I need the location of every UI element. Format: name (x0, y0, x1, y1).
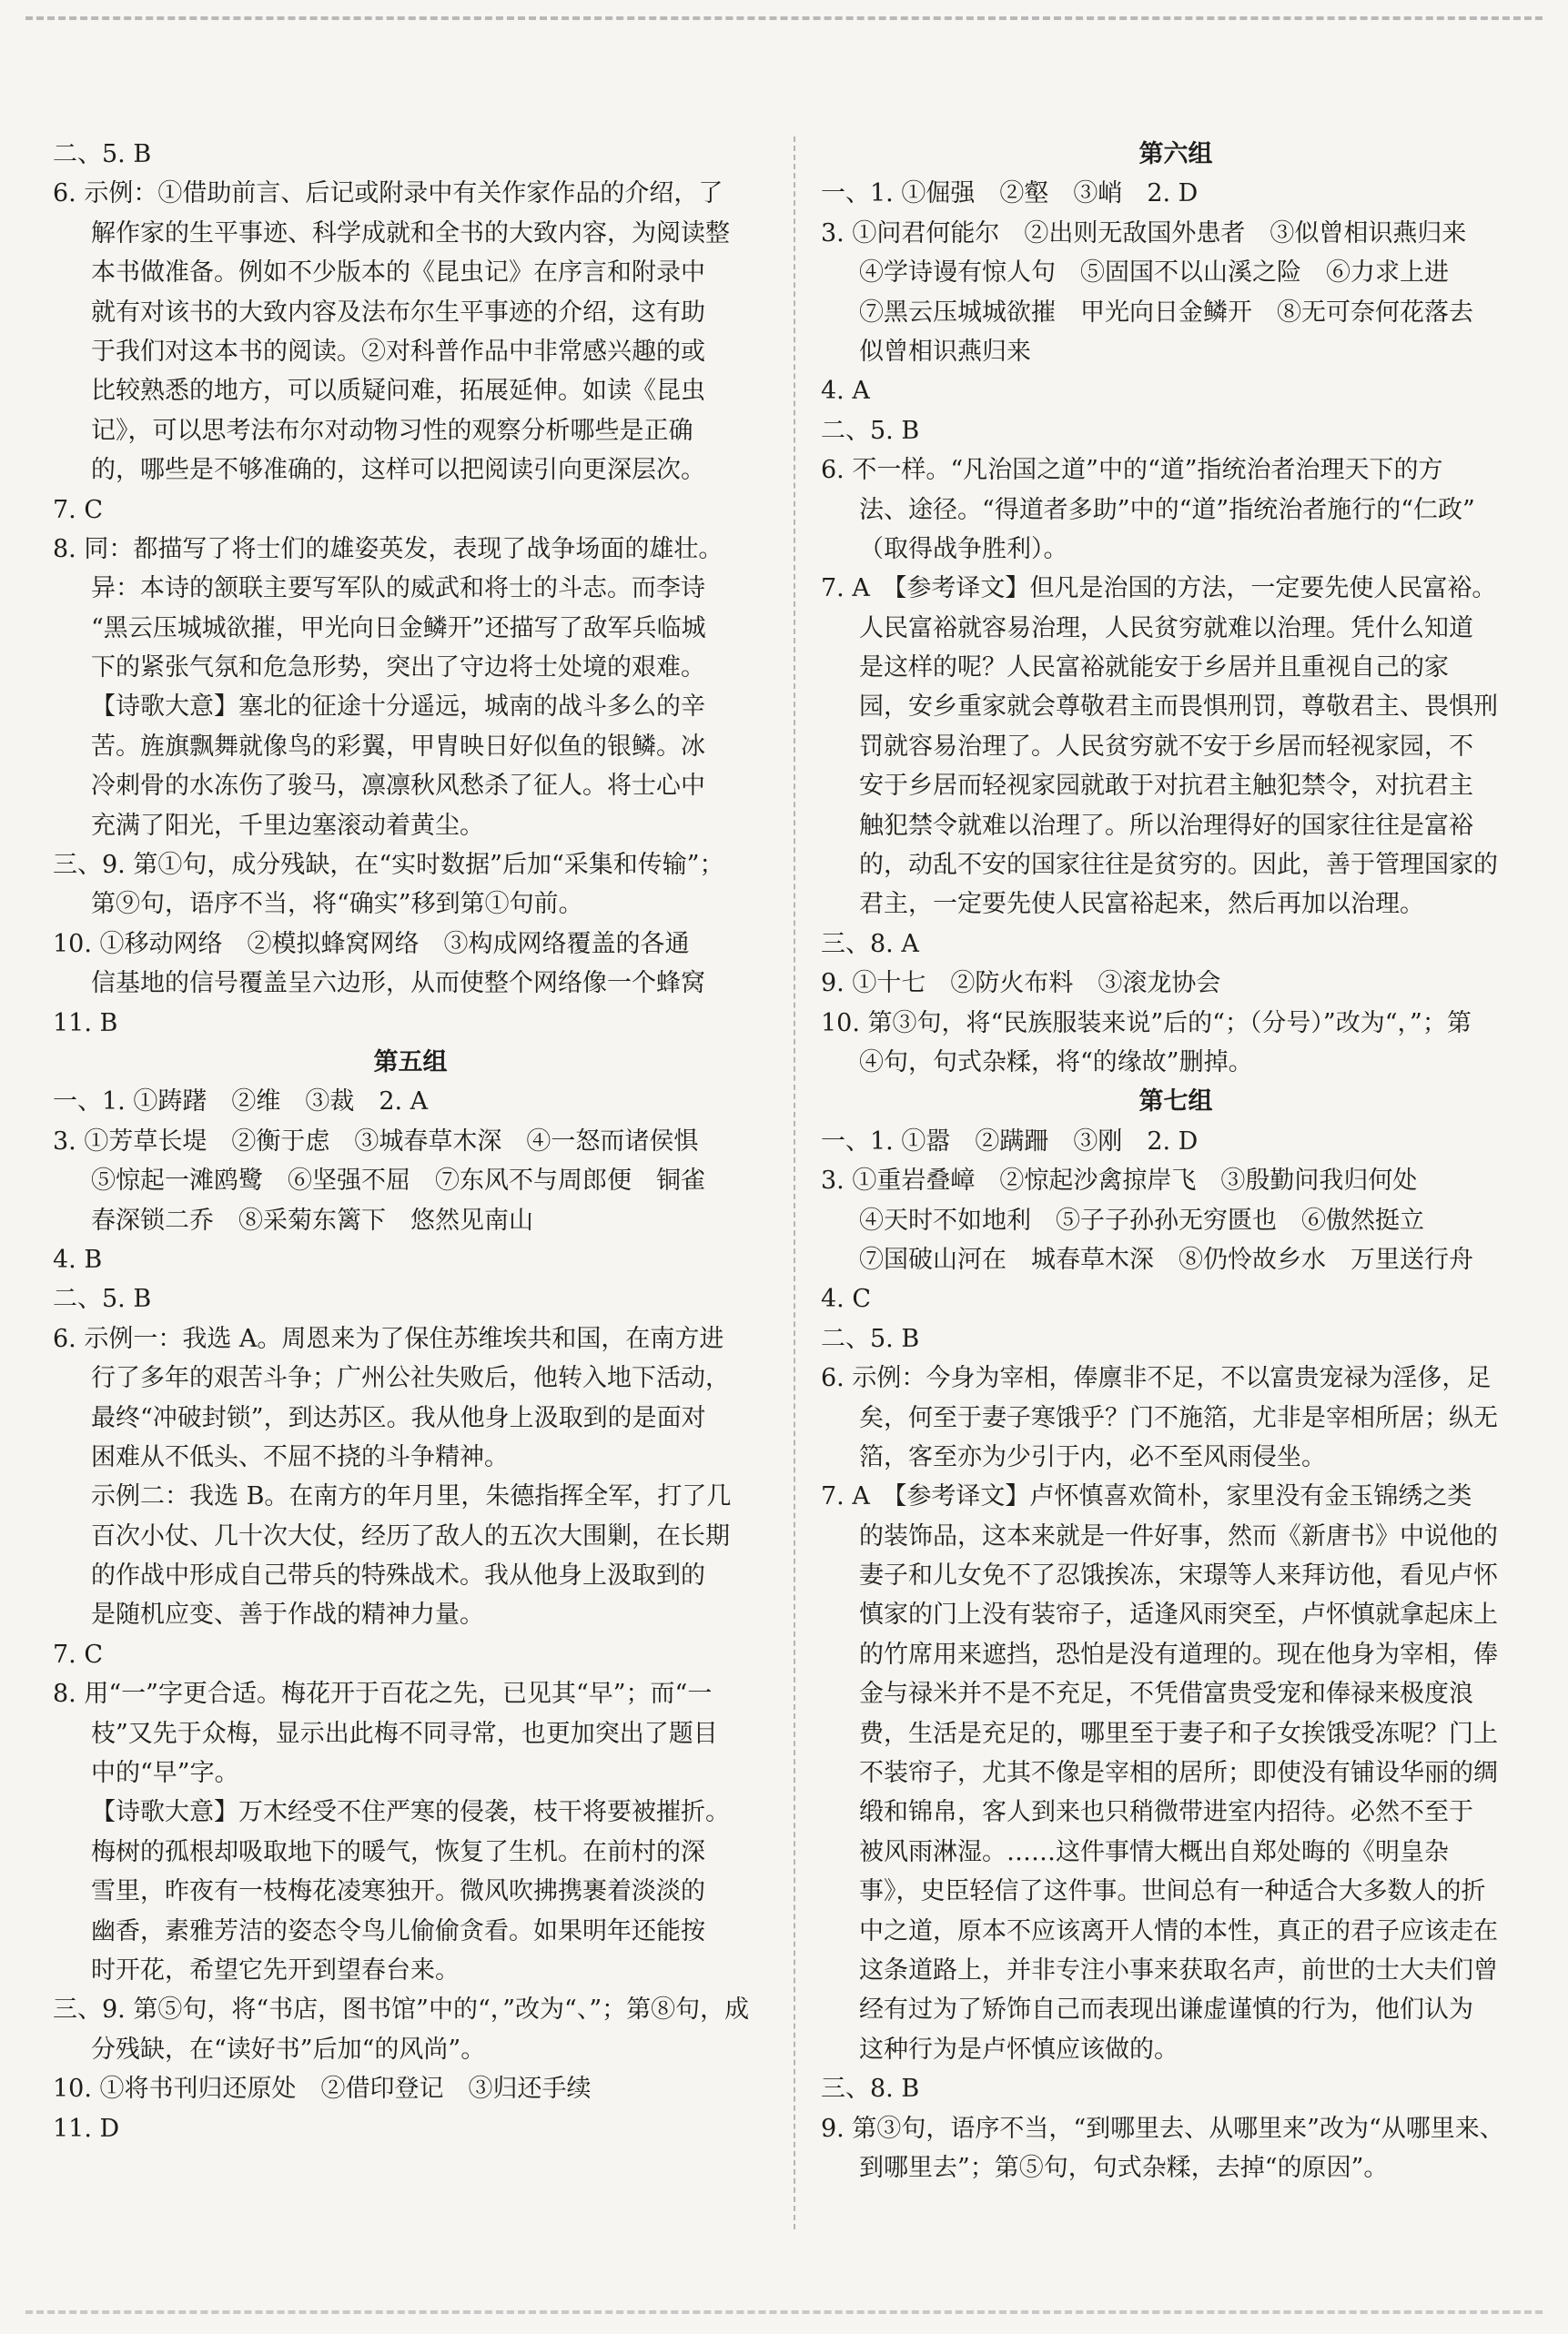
answer-line: 信基地的信号覆盖呈六边形，从而使整个网络像一个蜂窝 (91, 969, 705, 998)
answer-line: 示例二：我选 B。在南方的年月里，朱德指挥全军，打了几 (91, 1482, 732, 1511)
answer-line: ⑦黑云压城城欲摧 甲光向日金鳞开 ⑧无可奈何花落去 (859, 298, 1473, 327)
left-column (53, 135, 768, 2148)
answer-line: 中之道，原本不应该离开人情的本性，真正的君子应该走在 (859, 1916, 1498, 1945)
answer-line: 8. 同：都描写了将士们的雄姿英发，表现了战争场面的雄壮。 (53, 534, 723, 563)
answer-line: 缎和锦帛，客人到来也只稍微带进室内招待。必然不至于 (859, 1798, 1473, 1827)
answer-line: 箔，客至亦为少引于内，必不至风雨侵坐。 (859, 1442, 1326, 1471)
answer-line: 经有过为了矫饰自己而表现出谦虚谨慎的行为，他们认为 (859, 1996, 1473, 2025)
answer-line: 到哪里去”；第⑤句，句式杂糅，去掉“的原因”。 (859, 2153, 1389, 2182)
answer-line: 事》，史臣轻信了这件事。世间总有一种适合大多数人的折 (859, 1877, 1486, 1906)
answer-line: 3. ①芳草长堤 ②衡于虑 ③城春草木深 ④一怒而诸侯惧 (53, 1127, 699, 1156)
answer-line: 第⑨句，语序不当，将“确实”移到第①句前。 (91, 890, 583, 919)
answer-line: 三、9. 第⑤句，将“书店，图书馆”中的“，”改为“、”；第⑧句，成 (53, 1996, 750, 2025)
answer-line: 10. 第③句，将“民族服装来说”后的“；（分号）”改为“，”；第 (821, 1008, 1472, 1037)
answer-line: 10. ①将书刊归还原处 ②借印登记 ③归还手续 (53, 2075, 592, 2104)
answer-line: 4. A (821, 377, 870, 406)
answer-line: 【诗歌大意】塞北的征途十分遥远，城南的战斗多么的辛 (91, 692, 705, 722)
answer-line: 3. ①重岩叠嶂 ②惊起沙禽掠岸飞 ③殷勤问我归何处 (821, 1167, 1418, 1196)
answer-line: 妻子和儿女免不了忍饿挨冻，宋璟等人来拜访他，看见卢怀 (859, 1561, 1498, 1591)
answer-line: 9. 第③句，语序不当，“到哪里去、从哪里来”改为“从哪里来、 (821, 2114, 1504, 2143)
answer-line: 似曾相识燕归来 (859, 337, 1031, 366)
answer-line: 百次小仗、几十次大仗，经历了敌人的五次大围剿，在长期 (91, 1521, 730, 1551)
answer-line: 幽香，素雅芳洁的姿态令鸟儿偷偷贪看。如果明年还能按 (91, 1916, 705, 1945)
answer-line: 费，生活是充足的，哪里至于妻子和子女挨饿受冻呢？门上 (859, 1719, 1498, 1748)
answer-line: 时开花，希望它先开到望春台来。 (91, 1955, 460, 1985)
answer-line: 6. 不一样。“凡治国之道”中的“道”指统治者治理天下的方 (821, 456, 1443, 485)
answer-line: 7. C (53, 1640, 104, 1669)
answer-line: 4. B (53, 1245, 103, 1274)
right-column (821, 135, 1531, 2187)
answer-line: 梅树的孤根却吸取地下的暖气，恢复了生机。在前村的深 (91, 1837, 705, 1866)
answer-line: 就有对该书的大致内容及法布尔生平事迹的介绍，这有助 (91, 298, 705, 327)
answer-line: 罚就容易治理了。人民贫穷就不安于乡居而轻视家园，不 (859, 732, 1473, 761)
answer-line: 是随机应变、善于作战的精神力量。 (91, 1601, 484, 1630)
answer-line: 一、1. ①嚣 ②蹒跚 ③刚 2. D (821, 1127, 1199, 1156)
answer-line: 分残缺，在“读好书”后加“的风尚”。 (91, 2035, 486, 2064)
answer-line: 的装饰品，这本来就是一件好事，然而《新唐书》中说他的 (859, 1521, 1498, 1551)
answer-line: 雪里，昨夜有一枝梅花凌寒独开。微风吹拂携裹着淡淡的 (91, 1877, 705, 1906)
answer-line: “黑云压城城欲摧，甲光向日金鳞开”还描写了敌军兵临城 (91, 613, 706, 642)
answer-line: 9. ①十七 ②防火布料 ③滚龙协会 (821, 969, 1221, 998)
answer-line: 三、8. B (821, 2075, 920, 2104)
answer-line: 矣，何至于妻子寒饿乎？门不施箔，尤非是宰相所居；纵无 (859, 1403, 1498, 1432)
section-heading: 第六组 (1138, 140, 1213, 168)
answer-line: 最终“冲破封锁”，到达苏区。我从他身上汲取到的是面对 (91, 1403, 706, 1432)
answer-line: 困难从不低头、不屈不挠的斗争精神。 (91, 1442, 509, 1471)
answer-line: 6. 示例：①借助前言、后记或附录中有关作家作品的介绍，了 (53, 179, 723, 208)
answer-line: 一、1. ①倔强 ②壑 ③峭 2. D (821, 179, 1199, 208)
top-dashed-rule (25, 16, 1543, 20)
answer-line: 苦。旌旗飘舞就像鸟的彩翼，甲胄映日好似鱼的银鳞。冰 (91, 732, 705, 761)
answer-line: 7. A 【参考译文】卢怀慎喜欢简朴，家里没有金玉锦绣之类 (821, 1482, 1472, 1511)
answer-line: 二、5. B (53, 1285, 152, 1314)
answer-line: 这种行为是卢怀慎应该做的。 (859, 2035, 1179, 2064)
answer-line: 7. A 【参考译文】但凡是治国的方法，一定要先使人民富裕。 (821, 574, 1497, 603)
answer-line: ④句，句式杂糅，将“的缘故”删掉。 (859, 1047, 1253, 1076)
answer-line: 下的紧张气氛和危急形势，突出了守边将士处境的艰难。 (91, 653, 705, 682)
answer-line: 本书做准备。例如不少版本的《昆虫记》在序言和附录中 (91, 258, 705, 288)
answer-line: 6. 示例：今身为宰相，俸廪非不足，不以富贵宠禄为淫侈，足 (821, 1364, 1492, 1393)
answer-line: 枝”又先于众梅，显示出此梅不同寻常，也更加突出了题目 (91, 1719, 718, 1748)
answer-line: 二、5. B (821, 416, 920, 445)
section-heading: 第五组 (373, 1047, 448, 1076)
answer-line: 10. ①移动网络 ②模拟蜂窝网络 ③构成网络覆盖的各通 (53, 929, 690, 958)
answer-line: 是这样的呢？人民富裕就能安于乡居并且重视自己的家 (859, 653, 1449, 682)
answer-line: 二、5. B (821, 1324, 920, 1353)
answer-line: 11. B (53, 1008, 118, 1037)
answer-line: 于我们对这本书的阅读。②对科普作品中非常感兴趣的或 (91, 337, 705, 366)
answer-line: （取得战争胜利）。 (859, 534, 1068, 563)
answer-line: 的作战中形成自己带兵的特殊战术。我从他身上汲取到的 (91, 1561, 705, 1591)
answer-line: 慎家的门上没有装帘子，适逢风雨突至，卢怀慎就拿起床上 (859, 1601, 1498, 1630)
answer-line: 安于乡居而轻视家园就敢于对抗君主触犯禁令，对抗君主 (859, 772, 1473, 801)
answer-line: 8. 用“一”字更合适。梅花开于百花之先，已见其“早”；而“一 (53, 1680, 713, 1709)
answer-line: 7. C (53, 495, 104, 524)
answer-line: 春深锁二乔 ⑧采菊东篱下 悠然见南山 (91, 1206, 533, 1235)
section-heading: 第七组 (1138, 1087, 1213, 1116)
answer-line: 被风雨淋湿。……这件事情大概出自郑处晦的《明皇杂 (859, 1837, 1449, 1866)
answer-line: 4. C (821, 1285, 872, 1314)
answer-line: 的，动乱不安的国家往往是贫穷的。因此，善于管理国家的 (859, 851, 1498, 880)
answer-line: 一、1. ①踌躇 ②维 ③裁 2. A (53, 1087, 429, 1116)
answer-line: ④天时不如地利 ⑤子子孙孙无穷匮也 ⑥傲然挺立 (859, 1206, 1424, 1235)
answer-line: 法、途径。“得道者多助”中的“道”指统治者施行的“仁政” (859, 495, 1475, 524)
answer-line: 冷刺骨的水冻伤了骏马，凛凛秋风愁杀了征人。将士心中 (91, 772, 705, 801)
answer-line: 二、5. B (53, 140, 152, 168)
answer-line: 这条道路上，并非专注小事来获取名声，前世的士大夫们曾 (859, 1955, 1498, 1985)
answer-line: 行了多年的艰苦斗争；广州公社失败后，他转入地下活动， (91, 1364, 730, 1393)
answer-line: ⑤惊起一滩鸥鹭 ⑥坚强不屈 ⑦东风不与周郎便 铜雀 (91, 1167, 705, 1196)
answer-line: 的，哪些是不够准确的，这样可以把阅读引向更深层次。 (91, 456, 705, 485)
answer-line: 触犯禁令就难以治理了。所以治理得好的国家往往是富裕 (859, 811, 1473, 840)
answer-line: 三、9. 第①句，成分残缺，在“实时数据”后加“采集和传输”； (53, 851, 724, 880)
answer-line: ⑦国破山河在 城春草木深 ⑧仍怜故乡水 万里送行舟 (859, 1245, 1473, 1274)
answer-line: 记》，可以思考法布尔对动物习性的观察分析哪些是正确 (91, 416, 693, 445)
answer-line: 不装帘子，尤其不像是宰相的居所；即使没有铺设华丽的绸 (859, 1759, 1498, 1788)
answer-line: ④学诗谩有惊人句 ⑤固国不以山溪之险 ⑥力求上进 (859, 258, 1449, 288)
answer-line: 金与禄米并不是不充足，不凭借富贵受宠和俸禄来极度浪 (859, 1680, 1473, 1709)
answer-line: 的竹席用来遮挡，恐怕是没有道理的。现在他身为宰相，俸 (859, 1640, 1498, 1669)
answer-line: 3. ①问君何能尔 ②出则无敌国外患者 ③似曾相识燕归来 (821, 218, 1467, 248)
answer-line: 充满了阳光，千里边塞滚动着黄尘。 (91, 811, 484, 840)
answer-line: 【诗歌大意】万木经受不住严寒的侵袭，枝干将要被摧折。 (91, 1798, 730, 1827)
column-divider (794, 136, 795, 2229)
answer-line: 园，安乡重家就会尊敬君主而畏惧刑罚，尊敬君主、畏惧刑 (859, 692, 1498, 722)
answer-line: 人民富裕就容易治理，人民贫穷就难以治理。凭什么知道 (859, 613, 1473, 642)
answer-line: 三、8. A (821, 929, 919, 958)
answer-line: 6. 示例一：我选 A。周恩来为了保住苏维埃共和国，在南方进 (53, 1324, 724, 1353)
answer-line: 异：本诗的颔联主要写军队的威武和将士的斗志。而李诗 (91, 574, 705, 603)
bottom-dashed-rule (25, 2310, 1543, 2314)
answer-line: 中的“早”字。 (91, 1759, 239, 1788)
answer-line: 11. D (53, 2114, 120, 2143)
answer-line: 比较熟悉的地方，可以质疑问难，拓展延伸。如读《昆虫 (91, 377, 705, 406)
answer-line: 解作家的生平事迹、科学成就和全书的大致内容，为阅读整 (91, 218, 730, 248)
answer-line: 君主，一定要先使人民富裕起来，然后再加以治理。 (859, 890, 1424, 919)
